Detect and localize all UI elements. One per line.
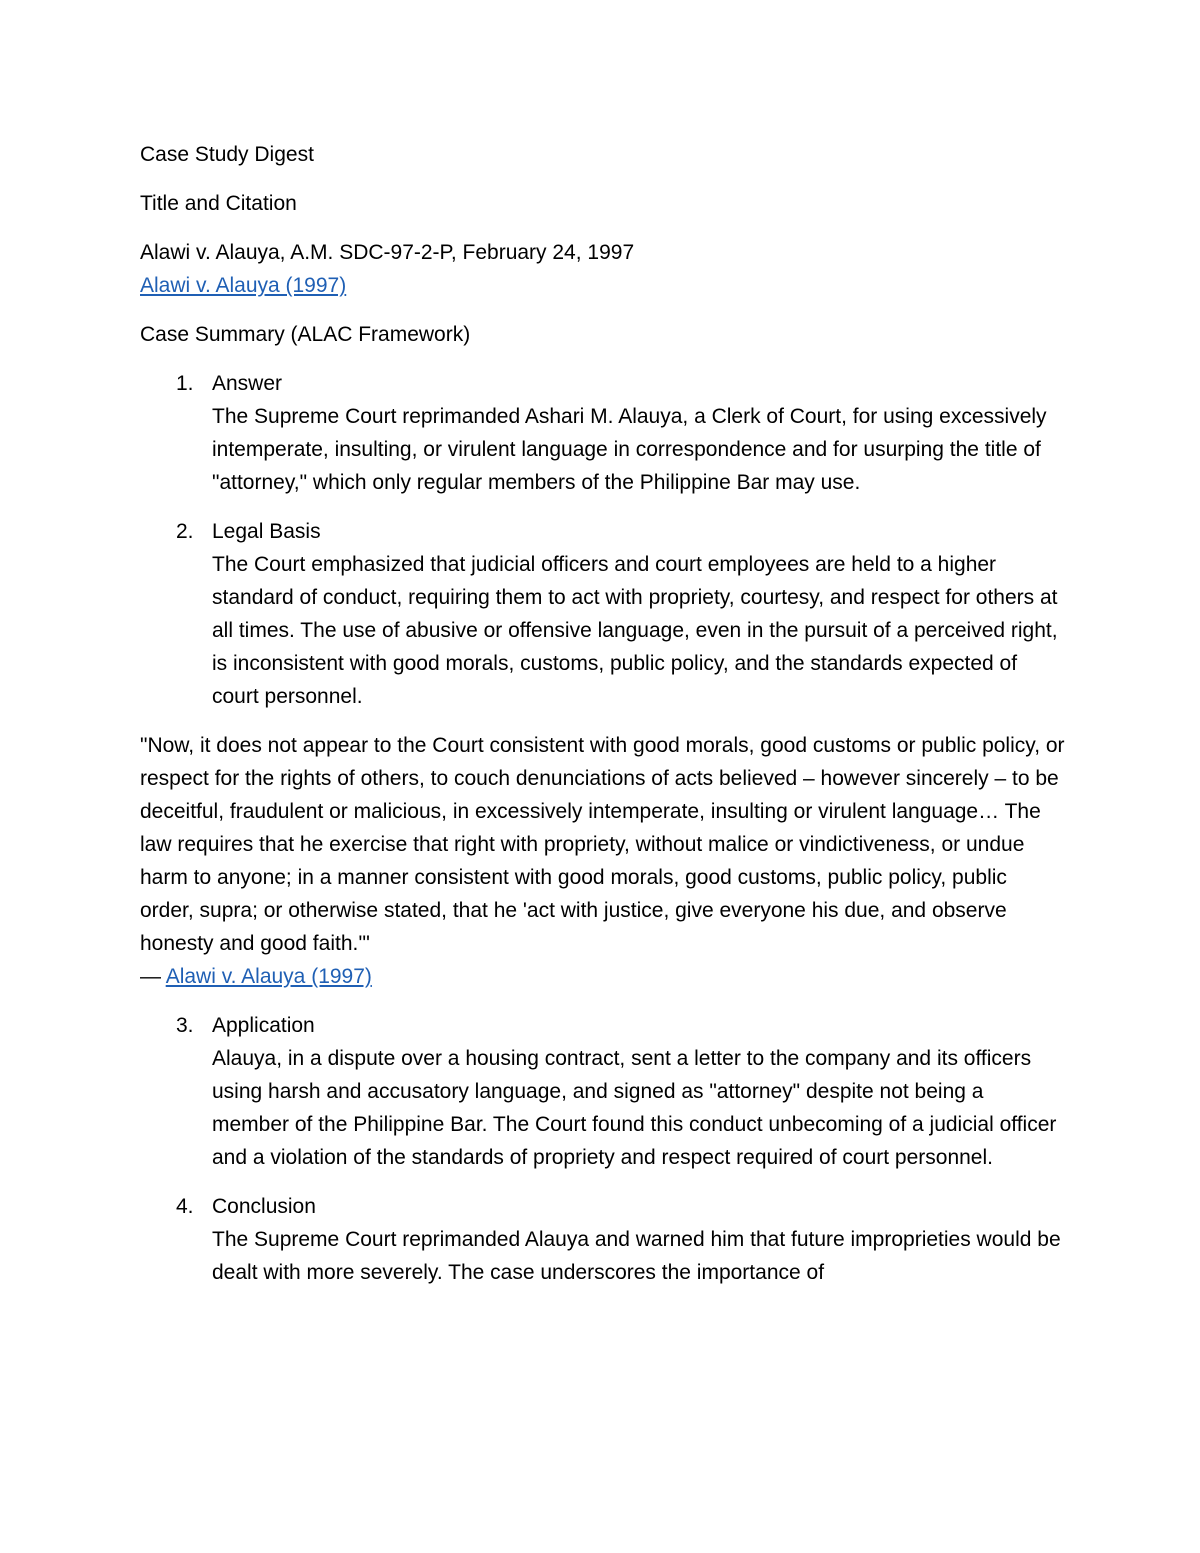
list-number: 2. bbox=[176, 520, 194, 543]
document-heading: Case Study Digest bbox=[140, 143, 314, 166]
list-item-legal-basis bbox=[140, 515, 1065, 713]
item-title: Legal Basis bbox=[212, 520, 321, 543]
item-title: Application bbox=[212, 1014, 315, 1037]
case-summary-label: Case Summary (ALAC Framework) bbox=[140, 323, 471, 346]
list-item-application bbox=[140, 1009, 1065, 1174]
item-text: The Court emphasized that judicial officers and court employees are held to a higher standard of conduct, requiring them to act with propriety, courtesy, and respect for others at all times. The use of abusive or offensive language, even in the pursuit of a perceived right, is inconsistent with good morals, customs, public policy, and the standards expected of court personnel. bbox=[212, 553, 1058, 708]
list-item-answer bbox=[140, 367, 1065, 499]
quote-attribution bbox=[140, 960, 1065, 993]
citation-text: Alawi v. Alauya, A.M. SDC-97-2-P, February 24, 1997 bbox=[140, 241, 635, 264]
case-quote bbox=[140, 729, 1065, 993]
list-number: 1. bbox=[176, 372, 194, 395]
quote-text: "Now, it does not appear to the Court consistent with good morals, good customs or public policy, or respect for the rights of others, to couch denunciations of acts believed – however sincerely – to be deceitful, fraudulent or malicious, in excessively intemperate, insulting or virulent language… The law requires that he exercise that right with propriety, without malice or vindictiveness, or undue harm to anyone; in a manner consistent with good morals, good customs, public policy, public order, supra; or otherwise stated, that he 'act with justice, give everyone his due, and observe honesty and good faith.'" bbox=[140, 734, 1065, 955]
item-text: The Supreme Court reprimanded Ashari M. Alauya, a Clerk of Court, for using excessively intemperate, insulting, or virulent language in correspondence and for usurping the title of "attorney," which only regular members of the Philippine Bar may use. bbox=[212, 405, 1047, 494]
citation-line bbox=[140, 269, 1065, 302]
item-title: Conclusion bbox=[212, 1195, 316, 1218]
alac-list-continued bbox=[140, 1009, 1065, 1289]
quote-source-link[interactable]: Alawi v. Alauya (1997) bbox=[165, 965, 372, 988]
citation-link[interactable]: Alawi v. Alauya (1997) bbox=[140, 274, 347, 297]
quote-dash: — bbox=[140, 965, 166, 988]
list-number: 4. bbox=[176, 1195, 194, 1218]
item-text: The Supreme Court reprimanded Alauya and warned him that future improprieties would be dealt with more severely. The case underscores the importance of bbox=[212, 1228, 1061, 1284]
item-text: Alauya, in a dispute over a housing contract, sent a letter to the company and its officers using harsh and accusatory language, and signed as "attorney" despite not being a member of the Philippine Bar. The Court found this conduct unbecoming of a judicial officer and a violation of the standards of propriety and respect required of court personnel. bbox=[212, 1047, 1057, 1169]
item-title: Answer bbox=[212, 372, 283, 395]
alac-list bbox=[140, 367, 1065, 713]
document-content bbox=[140, 138, 1065, 1289]
title-citation-label: Title and Citation bbox=[140, 192, 297, 215]
list-item-conclusion bbox=[140, 1190, 1065, 1289]
list-number: 3. bbox=[176, 1014, 194, 1037]
